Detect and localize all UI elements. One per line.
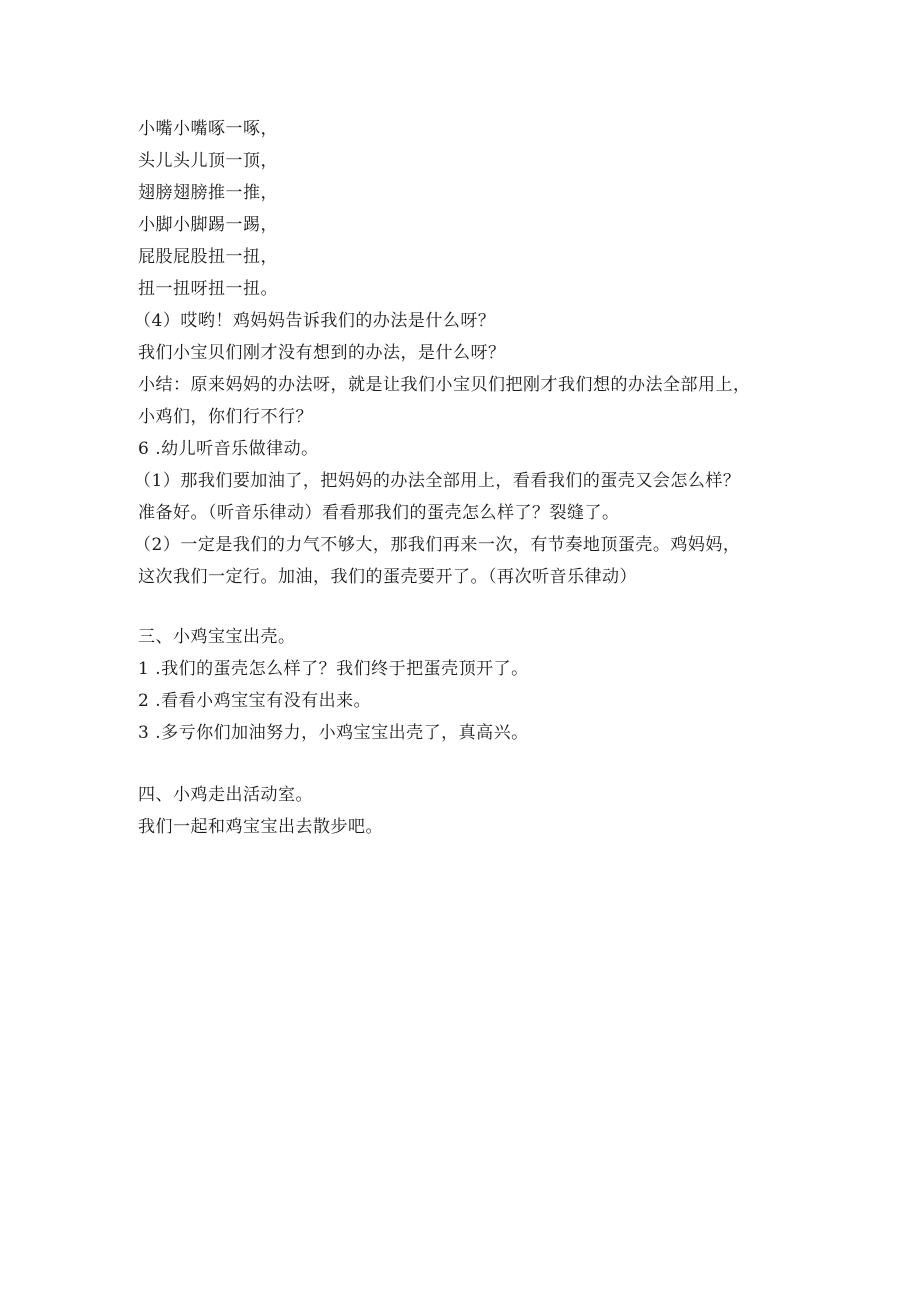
poem-line-1: 小嘴小嘴啄一啄， xyxy=(138,119,278,139)
sub-step-2-line-1: （2）一定是我们的力气不够大，那我们再来一次，有节奏地顶蛋壳。鸡妈妈， xyxy=(134,535,741,555)
sub-step-1-line-2: 准备好。（听音乐律动）看看那我们的蛋壳怎么样了？裂缝了。 xyxy=(138,503,620,523)
poem-line-2: 头儿头儿顶一顶， xyxy=(138,151,278,171)
summary-line-2: 小鸡们，你们行不行？ xyxy=(138,407,313,427)
section-3-item-3: 3 .多亏你们加油努力，小鸡宝宝出壳了，真高兴。 xyxy=(138,723,529,743)
section-3-item-2: 2 .看看小鸡宝宝有没有出来。 xyxy=(138,691,372,711)
poem-line-6: 扭一扭呀扭一扭。 xyxy=(138,279,278,299)
poem-line-3: 翅膀翅膀推一推， xyxy=(138,183,278,203)
poem-line-4: 小脚小脚踢一踢， xyxy=(138,215,278,235)
step-6-heading: 6 .幼儿听音乐做律动。 xyxy=(138,439,319,459)
step-4-question: （4）哎哟！鸡妈妈告诉我们的办法是什么呀？ xyxy=(134,311,496,331)
section-3-item-1: 1 .我们的蛋壳怎么样了？我们终于把蛋壳顶开了。 xyxy=(138,659,529,679)
section-4-text: 我们一起和鸡宝宝出去散步吧。 xyxy=(138,817,383,837)
section-4-heading: 四、小鸡走出活动室。 xyxy=(138,785,313,805)
sub-step-1-line-1: （1）那我们要加油了，把妈妈的办法全部用上，看看我们的蛋壳又会怎么样？ xyxy=(134,471,741,491)
section-3-heading: 三、小鸡宝宝出壳。 xyxy=(138,627,296,647)
paragraph-line: 我们小宝贝们刚才没有想到的办法，是什么呀？ xyxy=(138,343,506,363)
summary-line-1: 小结：原来妈妈的办法呀，就是让我们小宝贝们把刚才我们想的办法全部用上， xyxy=(138,375,751,395)
sub-step-2-line-2: 这次我们一定行。加油，我们的蛋壳要开了。（再次听音乐律动） xyxy=(138,567,637,587)
poem-line-5: 屁股屁股扭一扭， xyxy=(138,247,278,267)
